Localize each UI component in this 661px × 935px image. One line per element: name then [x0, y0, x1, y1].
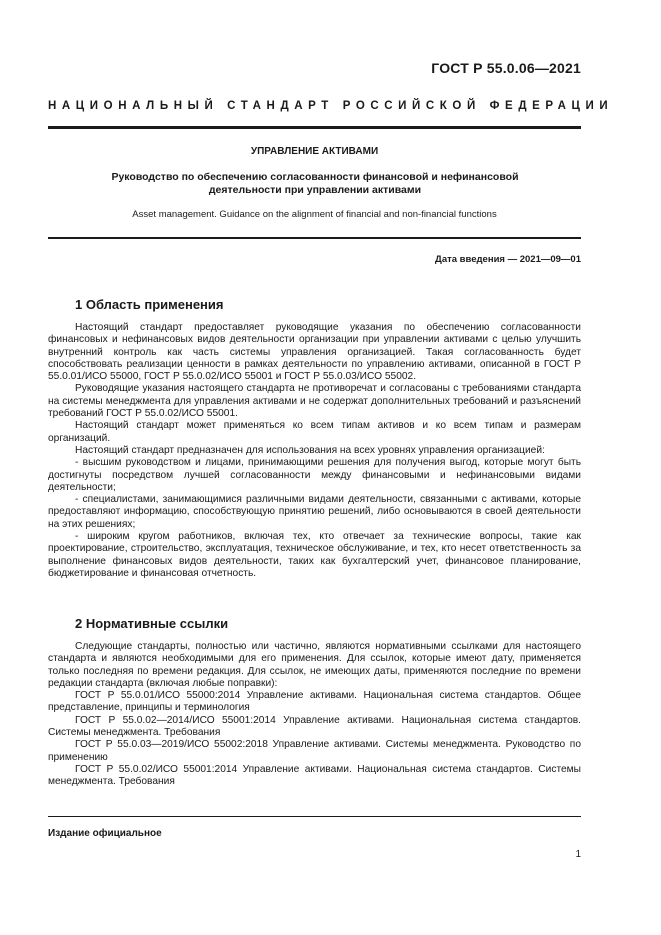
reference-item: ГОСТ Р 55.0.03—2019/ИСО 55002:2018 Управление активами. Системы менеджмента. Руководство по применению — [48, 739, 581, 763]
section-1-title: 1 Область применения — [75, 297, 224, 312]
paragraph: Настоящий стандарт предназначен для использования на всех уровнях управления организацией: — [75, 444, 545, 456]
paragraph: Настоящий стандарт может применяться ко всем типам активов и ко всем типам и размерам организаций. — [48, 420, 581, 444]
subtitle-line: Руководство по обеспечению согласованности финансовой и нефинансовой — [111, 171, 519, 183]
list-item: - широким кругом работников, включая тех, кто отвечает за технические вопросы, такие как проектирование, строительство, эксплуатация, техническое обслуживание, и тех, кто несет ответственность за выполнение финансовых видов деятельности, таких как бухгалтерский учет, финансовое планирование, бюджетирование и финансовая отчетность. — [48, 531, 581, 579]
standard-title: УПРАВЛЕНИЕ АКТИВАМИ — [250, 146, 379, 157]
section-2-title: 2 Нормативные ссылки — [75, 616, 229, 631]
reference-item: ГОСТ Р 55.0.02—2014/ИСО 55001:2014 Управление активами. Национальная система стандартов. Системы менеджмента. Требования — [48, 714, 581, 739]
reference-item: ГОСТ Р 55.0.01/ИСО 55000:2014 Управление активами. Национальная система стандартов. Общее представление, принципы и терминология — [48, 690, 581, 714]
standard-subtitle — [70, 171, 560, 197]
official-edition-label: Издание официальное — [48, 828, 162, 839]
doc-number: ГОСТ Р 55.0.06—2021 — [431, 60, 581, 76]
list-item: - высшим руководством и лицами, принимающими решения для получения выгод, которые могут быть достигнуты посредством лучшей согласованности между финансовыми и нефинансовыми видами деятельности; — [48, 457, 581, 493]
national-standard-heading: НАЦИОНАЛЬНЫЙ СТАНДАРТ РОССИЙСКОЙ ФЕДЕРАЦИИ — [48, 100, 614, 112]
section-2-body — [48, 641, 581, 789]
title-rule — [48, 237, 581, 239]
paragraph: Следующие стандарты, полностью или частично, являются нормативными ссылками для настоящего стандарта и являются необходимыми для его применения. Для ссылок, которые имеют дату, применяется только последняя по времени редакция. Для ссылок, не имеющих даты, применяются последние по времени редакции стандарта (включая любые поправки): — [48, 641, 581, 689]
section-1-body — [48, 322, 581, 580]
header-rule — [48, 126, 581, 129]
paragraph: Настоящий стандарт предоставляет руководящие указания по обеспечению согласованности финансовых и нефинансовых видов деятельности организации при управлении активами с целью улучшить внутренний контроль как часть системы управления организацией. Такая согласованность будет способствовать реализации ценности в рамках деятельности по управлению активами, описанной в ГОСТ Р 55.0.01/ИСО 55000, ГОСТ Р 55.0.02/ИСО 55001 и ГОСТ Р 55.0.03/ИСО 55002. — [48, 322, 581, 383]
reference-item: ГОСТ Р 55.0.02/ИСО 55001:2014 Управление активами. Национальная система стандартов. Системы менеджмента. Требования — [48, 763, 581, 788]
paragraph: Руководящие указания настоящего стандарта не противоречат и согласованы с требованиями стандарта на системы менеджмента для управления активами и не содержат дополнительных требований и разъяснений требований ГОСТ Р 55.0.02/ИСО 55001. — [48, 383, 581, 420]
page-number: 1 — [575, 849, 581, 860]
english-title: Asset management. Guidance on the alignment of financial and non-financial functions — [132, 209, 497, 220]
intro-date: Дата введения — 2021—09—01 — [435, 254, 581, 265]
list-item: - специалистами, занимающимися различными видами деятельности, связанными с активами, которые предоставляют информацию, способствующую принятию решений, либо основываются в своей деятельности на этих решениях; — [48, 494, 581, 530]
footer-rule — [48, 816, 581, 817]
subtitle-line: деятельности при управлении активами — [208, 184, 422, 196]
